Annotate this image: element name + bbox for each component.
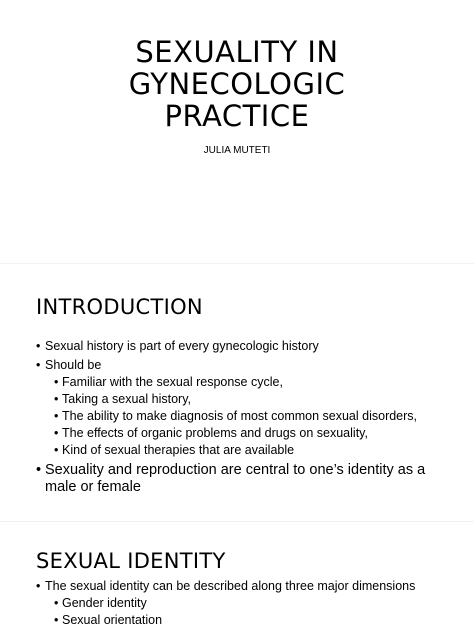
title-line-3: PRACTICE <box>164 99 310 133</box>
sub-bullet-gender-identity: • Gender identity <box>0 595 474 612</box>
introduction-bullet-list <box>0 338 474 496</box>
slide-divider-2 <box>0 521 474 522</box>
author-name: JULIA MUTETI <box>203 145 271 156</box>
sexual-identity-heading: SEXUAL IDENTITY <box>36 549 226 573</box>
introduction-slide <box>0 266 474 518</box>
introduction-heading: INTRODUCTION <box>36 295 203 319</box>
sub-bullet-therapies: • Kind of sexual therapies that are available <box>0 442 474 459</box>
title-line-1: SEXUALITY IN <box>135 35 339 69</box>
bullet-should-be: • Should be <box>0 357 474 374</box>
title-line-2: GYNECOLOGIC <box>128 67 346 101</box>
title-slide <box>0 0 474 260</box>
slide-divider-1 <box>0 263 474 264</box>
bullet-dimensions: • The sexual identity can be described along three major dimensions <box>0 578 474 595</box>
bullet-identity: • Sexuality and reproduction are central to one’s identity as a male or female <box>0 462 445 496</box>
sub-bullet-taking-history: • Taking a sexual history, <box>0 391 474 408</box>
sub-bullet-sexual-orientation: • Sexual orientation <box>0 612 474 629</box>
sub-bullet-response-cycle: • Familiar with the sexual response cycle, <box>0 374 474 391</box>
sexual-identity-bullet-list <box>0 578 474 629</box>
presentation-title <box>0 36 474 132</box>
sub-bullet-organic-effects: • The effects of organic problems and drugs on sexuality, <box>0 425 474 442</box>
sexual-identity-slide <box>0 524 474 632</box>
bullet-sexual-history: • Sexual history is part of every gynecologic history <box>0 338 474 355</box>
sub-bullet-diagnosis: • The ability to make diagnosis of most common sexual disorders, <box>0 408 474 425</box>
